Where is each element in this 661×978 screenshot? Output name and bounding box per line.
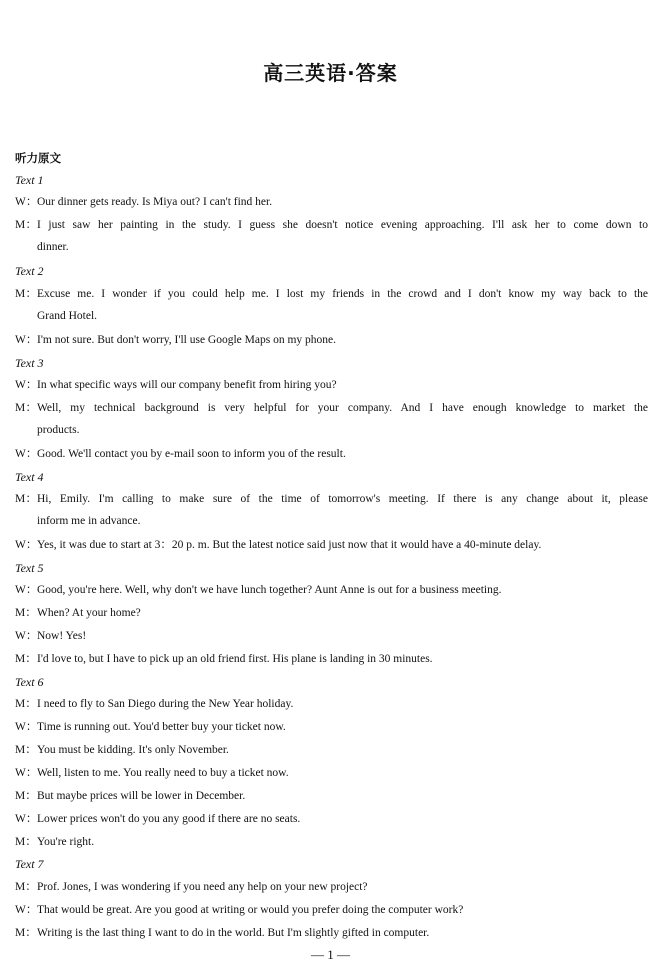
dialogue-line	[15, 534, 648, 557]
dialogue-continuation: Grand Hotel.	[37, 310, 98, 322]
speaker-label: W：	[15, 196, 38, 208]
dialogue-text: Yes, it was due to start at 3：20 p. m. But the latest notice said just now that it would have a 40-minute delay.	[37, 539, 542, 551]
dialogue-text: Excuse me. I wonder if you could help me. I lost my friends in the crowd and I don't know my way back to the	[37, 288, 648, 300]
dialogue-continuation: inform me in advance.	[37, 515, 141, 527]
speaker-label: M：	[15, 493, 37, 505]
dialogue-line	[15, 693, 648, 716]
dialogue-text: Well, my technical background is very helpful for your company. And I have enough knowledge to market the	[37, 402, 648, 414]
speaker-label: M：	[15, 881, 37, 893]
speaker-label: W：	[15, 767, 38, 779]
text-label-7: Text 7	[15, 857, 44, 871]
speaker-label: M：	[15, 288, 37, 300]
dialogue-text: That would be great. Are you good at writing or would you prefer doing the computer work?	[37, 904, 464, 916]
dialogue-text: I just saw her painting in the study. I guess she doesn't notice evening approaching. I'll ask her to come down to	[37, 219, 648, 231]
dialogue-line	[15, 214, 648, 237]
text-label-4: Text 4	[15, 470, 44, 484]
dialogue-line	[15, 329, 648, 352]
dialogue-line	[15, 739, 648, 762]
speaker-label: W：	[15, 721, 38, 733]
dialogue-text: I need to fly to San Diego during the New Year holiday.	[37, 698, 294, 710]
dialogue-text: Prof. Jones, I was wondering if you need any help on your new project?	[37, 881, 368, 893]
section-heading: 听力原文	[15, 151, 61, 165]
text-label-1: Text 1	[15, 173, 44, 187]
dialogue-text: Hi, Emily. I'm calling to make sure of the time of tomorrow's meeting. If there is any change about it, please	[37, 493, 648, 505]
speaker-label: M：	[15, 927, 37, 939]
speaker-label: M：	[15, 698, 37, 710]
dialogue-text: Our dinner gets ready. Is Miya out? I can't find her.	[37, 196, 273, 208]
dialogue-text: Time is running out. You'd better buy your ticket now.	[37, 721, 286, 733]
speaker-label: W：	[15, 539, 38, 551]
page-title: 高三英语·答案	[263, 61, 398, 85]
text-label-5: Text 5	[15, 561, 44, 575]
dialogue-line	[15, 397, 648, 420]
dialogue-line	[15, 625, 648, 648]
speaker-label: W：	[15, 448, 38, 460]
speaker-label: M：	[15, 790, 37, 802]
dialogue-text: You must be kidding. It's only November.	[37, 744, 229, 756]
dialogue-line	[15, 283, 648, 306]
page-number: — 1 —	[311, 947, 350, 962]
speaker-label: W：	[15, 813, 38, 825]
text-label-2: Text 2	[15, 264, 44, 278]
dialogue-text: Lower prices won't do you any good if there are no seats.	[37, 813, 301, 825]
dialogue-line	[15, 922, 648, 945]
dialogue-text: But maybe prices will be lower in December.	[37, 790, 246, 802]
dialogue-text: Writing is the last thing I want to do in the world. But I'm slightly gifted in computer.	[37, 927, 430, 939]
dialogue-continuation: dinner.	[37, 241, 69, 253]
dialogue-line	[15, 899, 648, 922]
dialogue-text: Good. We'll contact you by e-mail soon to inform you of the result.	[37, 448, 346, 460]
dialogue-text: Good, you're here. Well, why don't we have lunch together? Aunt Anne is out for a business meeting.	[37, 584, 502, 596]
dialogue-line	[15, 876, 648, 899]
speaker-label: M：	[15, 836, 37, 848]
dialogue-line	[15, 762, 648, 785]
dialogue-line	[15, 831, 648, 854]
dialogue-line	[15, 374, 648, 397]
dialogue-text: When? At your home?	[37, 607, 141, 619]
dialogue-text: I'm not sure. But don't worry, I'll use Google Maps on my phone.	[37, 334, 337, 346]
dialogue-text: You're right.	[37, 836, 95, 848]
speaker-label: M：	[15, 219, 37, 231]
speaker-label: W：	[15, 379, 38, 391]
speaker-label: W：	[15, 904, 38, 916]
text-label-6: Text 6	[15, 675, 44, 689]
speaker-label: W：	[15, 334, 38, 346]
speaker-label: W：	[15, 630, 38, 642]
dialogue-text: Now! Yes!	[37, 630, 87, 642]
speaker-label: M：	[15, 607, 37, 619]
dialogue-line	[15, 579, 648, 602]
dialogue-line	[15, 602, 648, 625]
dialogue-line	[15, 191, 648, 214]
dialogue-line	[15, 808, 648, 831]
speaker-label: W：	[15, 584, 38, 596]
speaker-label: M：	[15, 402, 37, 414]
text-label-3: Text 3	[15, 356, 44, 370]
dialogue-text: I'd love to, but I have to pick up an old friend first. His plane is landing in 30 minutes.	[37, 653, 433, 665]
speaker-label: M：	[15, 744, 37, 756]
dialogue-text: In what specific ways will our company benefit from hiring you?	[37, 379, 337, 391]
dialogue-text: Well, listen to me. You really need to buy a ticket now.	[37, 767, 289, 779]
dialogue-line	[15, 785, 648, 808]
speaker-label: M：	[15, 653, 37, 665]
dialogue-line	[15, 443, 648, 466]
dialogue-line	[15, 648, 648, 671]
dialogue-continuation: products.	[37, 424, 80, 436]
dialogue-line	[15, 488, 648, 511]
dialogue-line	[15, 716, 648, 739]
